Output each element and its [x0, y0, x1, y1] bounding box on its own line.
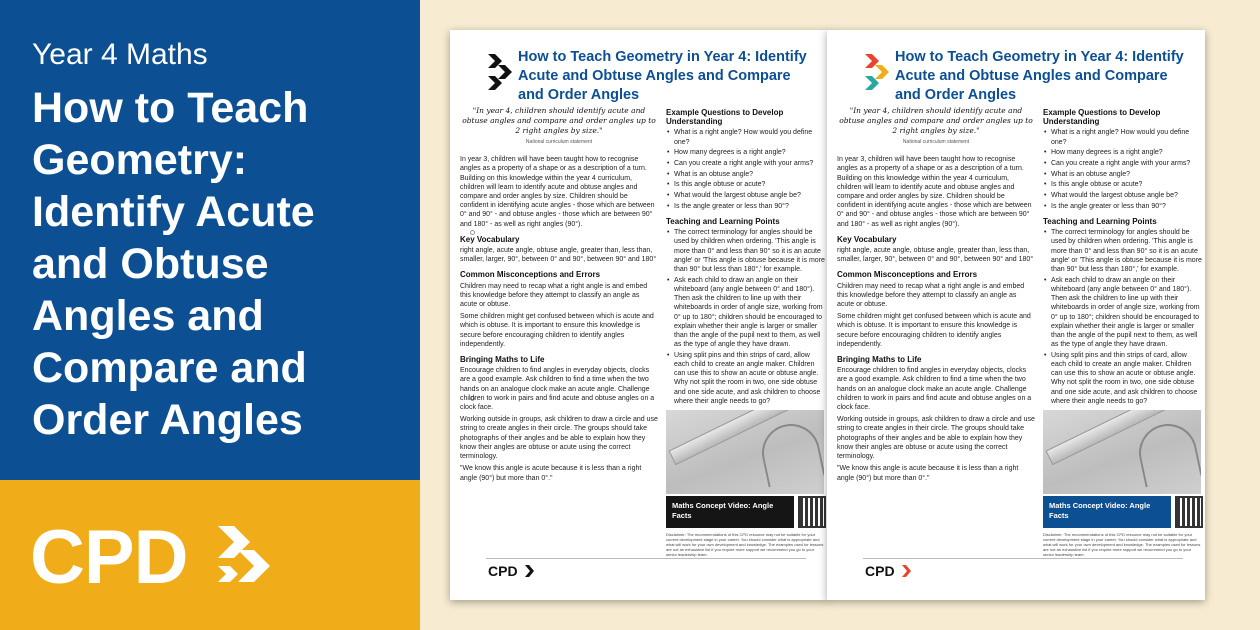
disclaimer-text: Disclaimer: The recommendations of this CPD resource may not be suitable for your current development stage in your career. You should consider what is appropriate and what will work for your own development and knowledge. The examples used for lessons are not an exhaustive list if you require more support we recommend you go to your senior leadership team.	[666, 532, 824, 557]
logo-panel	[0, 480, 420, 630]
footer-logo-text: CPD	[488, 563, 518, 579]
protractor-image	[1134, 419, 1201, 488]
resource-sheet-preview-colour	[827, 30, 1205, 600]
vocab-heading: Key Vocabulary	[837, 234, 897, 244]
banner-panel	[0, 0, 420, 480]
qr-code-icon	[1175, 496, 1203, 528]
disclaimer-text: Disclaimer: The recommendations of this CPD resource may not be suitable for your current development stage in your career. You should consider what is appropriate and what will work for your own development and knowledge. The examples used for lessons are not an exhaustive list if you require more support we recommend you go to your senior leadership team.	[1043, 532, 1201, 557]
misconceptions-text: Children may need to recap what a right angle is and embed this knowledge before they attempt to classify an angle as acute or obtuse.	[837, 282, 1025, 309]
teaching-heading: Teaching and Learning Points	[1043, 217, 1157, 227]
left-column	[837, 106, 1035, 486]
questions-heading: Example Questions to Develop Understanding	[1043, 108, 1161, 127]
resource-sheet-preview-mono	[450, 30, 828, 600]
misconceptions-text: Children may need to recap what a right angle is and embed this knowledge before they attempt to classify an angle as acute or obtuse.	[460, 282, 648, 309]
video-link-box[interactable]: Maths Concept Video: Angle Facts	[666, 496, 794, 528]
life-text: "We know this angle is acute because it is less than a right angle (90°) but more than 0°."	[460, 465, 642, 482]
misconceptions-text: Some children might get confused between which is acute and which is obtuse. It is important to ensure this knowledge is secure before encouraging children to identify angles independently.	[460, 313, 654, 348]
question-item: • What is a right angle? How would you define one?	[666, 128, 826, 146]
sheet-title: How to Teach Geometry in Year 4: Identify Acute and Obtuse Angles and Compare and Order Angles	[518, 49, 807, 103]
right-column	[666, 108, 826, 408]
intro-paragraph: In year 3, children will have been taught how to recognise angles as a property of a shape or as a description of a turn. Building on this knowledge within the year 4 curriculum, children will learn to identify acute and obtuse angles and compare and order angles by size. Children should be confident in identifying acute angles - those which are between 0° and 90° - and obtuse angles - those which are between 90° and 180° - as well as right angles (90°).	[837, 156, 1032, 228]
life-text: Encourage children to find angles in everyday objects, clocks are a good example. Ask children to find a time when the two hands on an analogue clock make an acute angle. Challenge children to work in pairs and find acute and obtuse angles on a clock face.	[460, 367, 655, 412]
vocab-text: right angle, acute angle, obtuse angle, greater than, less than, smaller, larger, 90°, between 0° and 90°, between 90° and 180°	[837, 247, 1034, 264]
question-item: • Can you create a right angle with your arms?	[1043, 159, 1203, 168]
teaching-point: • Ask each child to draw an angle on their whiteboard (any angle between 0° and 180°). Then ask the children to line up with their whiteboards in order of angle size, working from 0° up to 180°; children should be encouraged to explain whether their angle is larger or smaller than the angle of the pupil next to them, as well as the type of angle they have drawn.	[1043, 276, 1203, 350]
ruler-protractor-photo	[666, 410, 824, 494]
misconceptions-text: Some children might get confused between which is acute and which is obtuse. It is important to ensure this knowledge is secure before encouraging children to identify angles independently.	[837, 313, 1031, 348]
chevron-logo-icon	[524, 564, 536, 578]
quote-source: National curriculum statement	[902, 139, 970, 145]
question-item: • Is the angle greater or less than 90°?	[666, 202, 826, 211]
qr-code-icon	[798, 496, 826, 528]
right-column	[1043, 108, 1203, 408]
chevron-logo-icon	[486, 52, 514, 92]
question-item: • What is a right angle? How would you define one?	[1043, 128, 1203, 146]
life-text: Encourage children to find angles in everyday objects, clocks are a good example. Ask children to find a time when the two hands on an analogue clock make an acute angle. Challenge children to work in pairs and find acute and obtuse angles on a clock face.	[837, 367, 1032, 412]
question-item: • Can you create a right angle with your arms?	[666, 159, 826, 168]
question-item: • What is an obtuse angle?	[666, 170, 826, 179]
chevron-logo-icon	[212, 522, 276, 594]
banner-title: How to Teach Geometry: Identify Acute and Obtuse Angles and Compare and Order Angles	[32, 84, 315, 444]
vocab-heading: Key Vocabulary	[460, 234, 520, 244]
curriculum-quote: "In year 4, children should identify acute and obtuse angles and compare and order angles up to 2 right angles by size."	[462, 106, 656, 135]
curriculum-quote: "In year 4, children should identify acute and obtuse angles and compare and order angles up to 2 right angles by size."	[839, 106, 1033, 135]
protractor-image	[757, 419, 824, 488]
life-heading: Bringing Maths to Life	[460, 355, 545, 365]
teaching-point: • Using split pins and thin strips of card, allow each child to create an angle maker. Children can use this to show an acute or obtuse angle. Why not split the room in two, one side obtuse and one side acute, and ask children to choose where their angle needs to go?	[1043, 351, 1203, 406]
life-text: Working outside in groups, ask children to draw a circle and use string to create angles in their circle. The groups should take photographs of their angles and be able to explain how they know their angles are obtuse or acute using the correct terminology.	[460, 416, 658, 461]
life-text: Working outside in groups, ask children to draw a circle and use string to create angles in their circle. The groups should take photographs of their angles and be able to explain how they know their angles are obtuse or acute using the correct terminology.	[837, 416, 1035, 461]
video-link-box[interactable]: Maths Concept Video: Angle Facts	[1043, 496, 1171, 528]
banner-kicker: Year 4 Maths	[32, 38, 208, 71]
questions-heading: Example Questions to Develop Understanding	[666, 108, 784, 127]
footer-logo-text: CPD	[865, 563, 895, 579]
teaching-point: • The correct terminology for angles should be used by children when ordering. 'This angle is more than 0° and less than 90° so it is an acute angle' or 'This angle is obtuse because it is more than 90° but less than 180°,' for example.	[666, 228, 826, 274]
teaching-point: • The correct terminology for angles should be used by children when ordering. 'This angle is more than 0° and less than 90° so it is an acute angle' or 'This angle is obtuse because it is more than 90° but less than 180°,' for example.	[1043, 228, 1203, 274]
question-item: • How many degrees is a right angle?	[666, 148, 826, 157]
vocab-text: right angle, acute angle, obtuse angle, greater than, less than, smaller, larger, 90°, between 0° and 90°, between 90° and 180°	[460, 247, 657, 264]
teaching-point: • Ask each child to draw an angle on their whiteboard (any angle between 0° and 180°). Then ask the children to line up with their whiteboards in order of angle size, working from 0° up to 180°; children should be encouraged to explain whether their angle is larger or smaller than the angle of the pupil next to them, as well as the type of angle they have drawn.	[666, 276, 826, 350]
intro-paragraph: In year 3, children will have been taught how to recognise angles as a property of a shape or as a description of a turn. Building on this knowledge within the year 4 curriculum, children will learn to identify acute and obtuse angles and compare and order angles by size. Children should be confident in identifying acute angles - those which are between 0° and 90° - and obtuse angles - those which are between 90° and 180° - as well as right angles (90°).	[460, 156, 655, 228]
question-item: • How many degrees is a right angle?	[1043, 148, 1203, 157]
footer-divider	[486, 558, 806, 559]
misconceptions-heading: Common Misconceptions and Errors	[460, 270, 601, 280]
teaching-point: • Using split pins and thin strips of card, allow each child to create an angle maker. Children can use this to show an acute or obtuse angle. Why not split the room in two, one side obtuse and one side acute, and ask children to choose where their angle needs to go?	[666, 351, 826, 406]
chevron-logo-icon	[901, 564, 913, 578]
question-item: • What would the largest obtuse angle be?	[666, 191, 826, 200]
left-column	[460, 106, 658, 486]
life-heading: Bringing Maths to Life	[837, 355, 922, 365]
chevron-logo-icon	[863, 52, 891, 92]
footer-divider	[863, 558, 1183, 559]
cpd-logo-text: CPD	[30, 515, 188, 600]
question-item: • Is the angle greater or less than 90°?	[1043, 202, 1203, 211]
ruler-protractor-photo	[1043, 410, 1201, 494]
life-text: "We know this angle is acute because it is less than a right angle (90°) but more than 0°."	[837, 465, 1019, 482]
question-item: • What is an obtuse angle?	[1043, 170, 1203, 179]
question-item: • Is this angle obtuse or acute?	[666, 180, 826, 189]
question-item: • Is this angle obtuse or acute?	[1043, 180, 1203, 189]
question-item: • What would the largest obtuse angle be?	[1043, 191, 1203, 200]
teaching-heading: Teaching and Learning Points	[666, 217, 780, 227]
misconceptions-heading: Common Misconceptions and Errors	[837, 270, 978, 280]
sheet-title: How to Teach Geometry in Year 4: Identify Acute and Obtuse Angles and Compare and Order Angles	[895, 49, 1184, 103]
quote-source: National curriculum statement	[525, 139, 593, 145]
